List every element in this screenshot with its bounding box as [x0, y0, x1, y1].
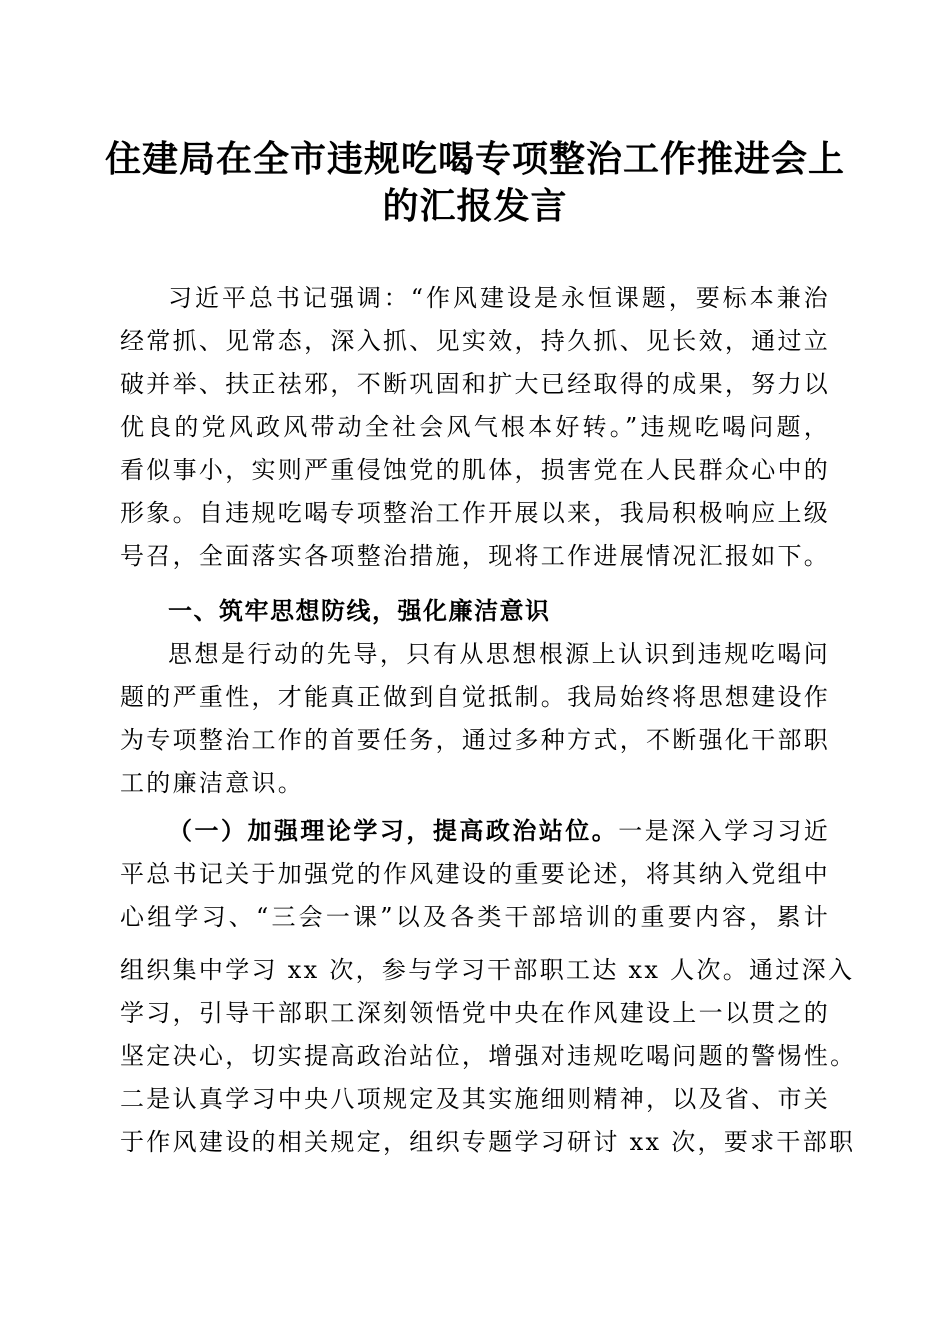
- subsection-first-line: [168, 814, 830, 848]
- section-paragraph-line: 思想是行动的先导，只有从思想根源上认识到违规吃喝问: [168, 640, 830, 668]
- subsection-line: 心组学习、“三会一课”以及各类干部培训的重要内容，累计: [120, 903, 830, 931]
- intro-line: 号召，全面落实各项整治措施，现将工作进展情况汇报如下。: [120, 542, 831, 570]
- subsection-heading: （一）加强理论学习，提高政治站位。: [168, 816, 619, 845]
- document-title-line-1: 住建局在全市违规吃喝专项整治工作推进会上: [104, 138, 845, 180]
- intro-line: 形象。自违规吃喝专项整治工作开展以来，我局积极响应上级: [120, 499, 831, 527]
- intro-line: 习近平总书记强调：“作风建设是永恒课题，要标本兼治: [168, 284, 830, 312]
- section-paragraph-line: 为专项整治工作的首要任务，通过多种方式，不断强化干部职: [120, 726, 831, 754]
- subsection-line: 平总书记关于加强党的作风建设的重要论述，将其纳入党组中: [120, 860, 831, 888]
- intro-line: 经常抓、见常态，深入抓、见实效，持久抓、见长效，通过立: [120, 327, 831, 355]
- document-title-line-2: 的汇报发言: [382, 185, 568, 227]
- intro-line: 优良的党风政风带动全社会风气根本好转。”违规吃喝问题，: [120, 413, 830, 441]
- section-paragraph-line: 题的严重性，才能真正做到自觉抵制。我局始终将思想建设作: [120, 683, 831, 711]
- subsection-line: 组织集中学习 xx 次，参与学习干部职工达 xx 人次。通过深入: [120, 956, 855, 984]
- intro-line: 看似事小，实则严重侵蚀党的肌体，损害党在人民群众心中的: [120, 456, 831, 484]
- section-heading: 一、筑牢思想防线，强化廉洁意识: [168, 597, 551, 625]
- intro-line: 破并举、扶正祛邪，不断巩固和扩大已经取得的成果，努力以: [120, 370, 831, 398]
- section-paragraph-line: 工的廉洁意识。: [120, 769, 305, 797]
- subsection-line: 学习，引导干部职工深刻领悟党中央在作风建设上一以贯之的: [120, 999, 831, 1027]
- subsection-line: 坚定决心，切实提高政治站位，增强对违规吃喝问题的警惕性。: [120, 1042, 857, 1070]
- subsection-text: 一是深入学习习近: [618, 817, 830, 845]
- subsection-line: 二是认真学习中央八项规定及其实施细则精神，以及省、市关: [120, 1085, 831, 1113]
- subsection-line: 于作风建设的相关规定，组织专题学习研讨 xx 次，要求干部职: [120, 1128, 856, 1156]
